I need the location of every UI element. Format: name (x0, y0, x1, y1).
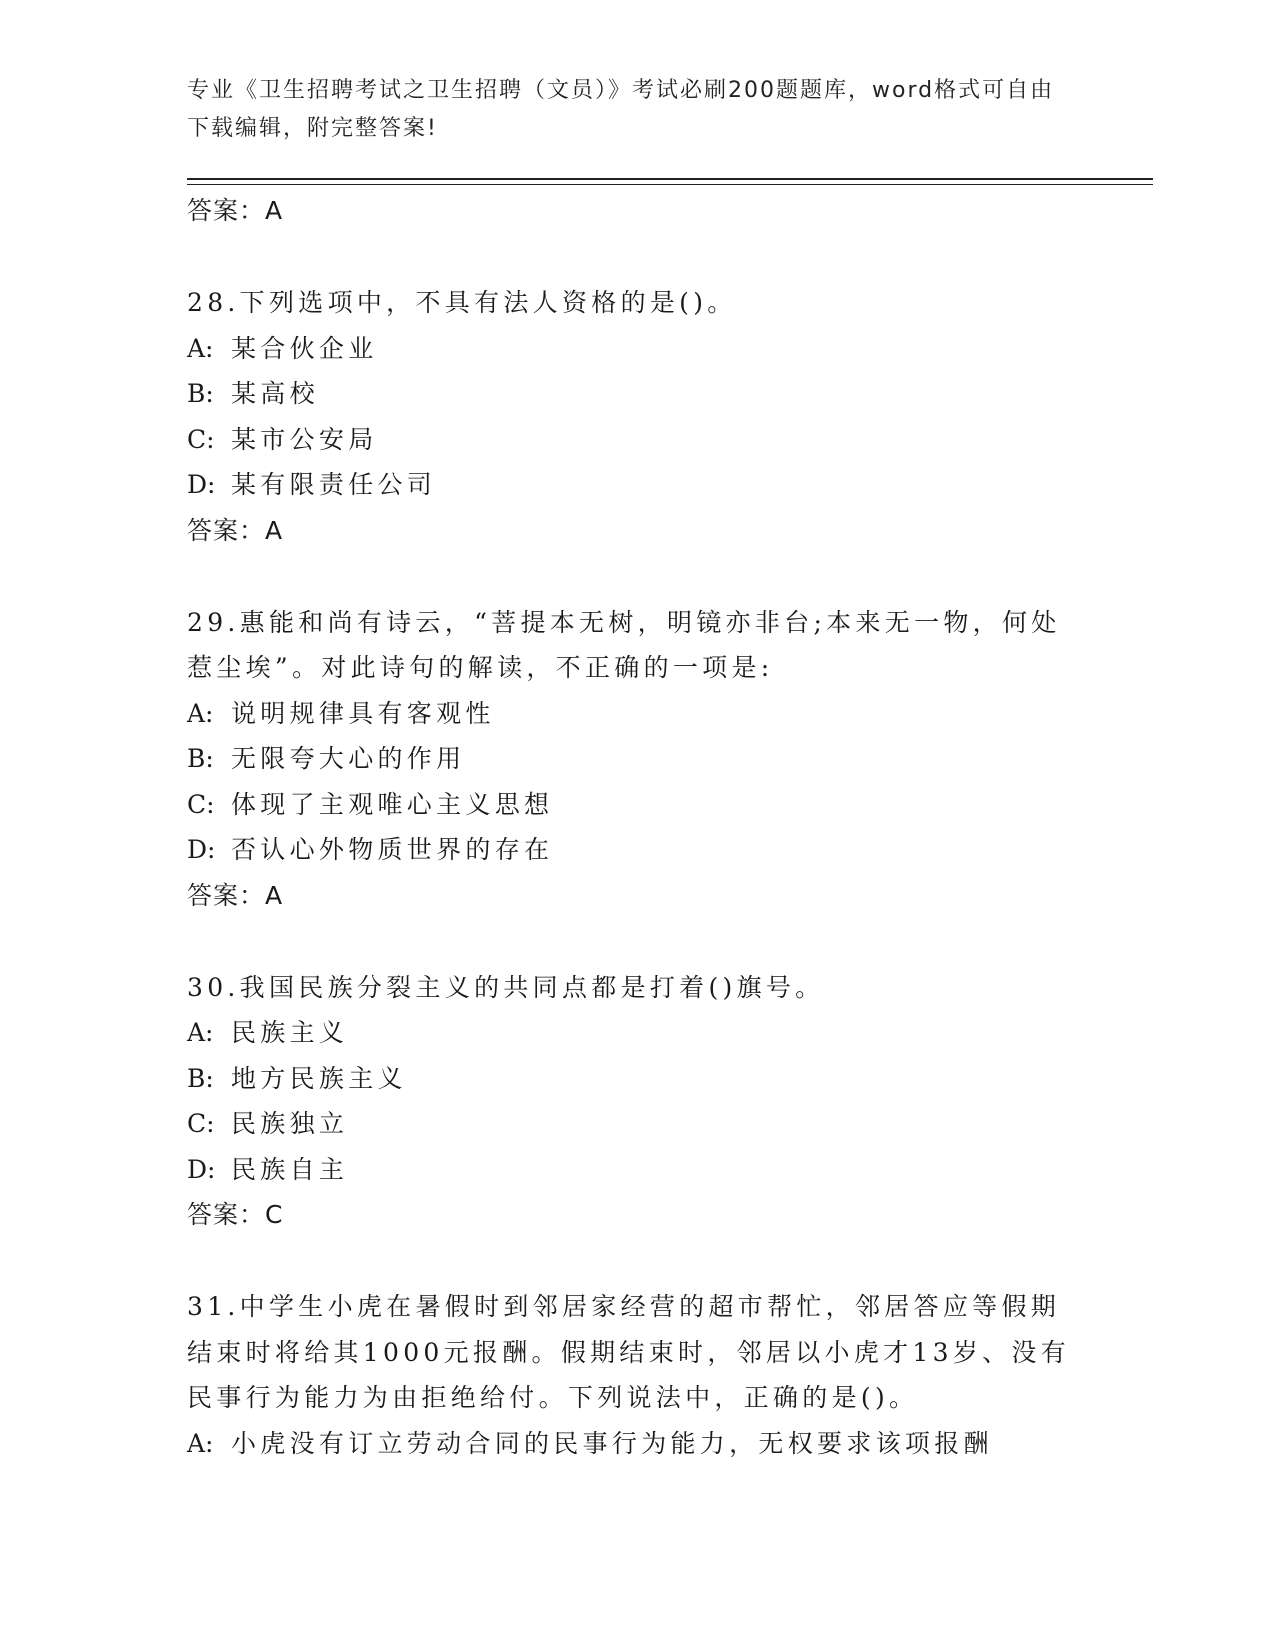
header-rule-thick (187, 178, 1153, 180)
option-letter: B: (187, 744, 214, 773)
option-text: 某市公安局 (231, 424, 378, 454)
answer-value: A (265, 880, 284, 910)
option-text: 小虎没有订立劳动合同的民事行为能力，无权要求该项报酬 (231, 1428, 993, 1458)
question-text (187, 965, 1087, 1011)
option-c (187, 417, 1087, 463)
question-block-28 (187, 280, 1087, 554)
option-text: 地方民族主义 (231, 1063, 407, 1093)
answer-prefix: 答案： (187, 880, 266, 910)
option-text: 说明规律具有客观性 (231, 698, 495, 728)
option-b (187, 736, 1087, 782)
question-body: 我国民族分裂主义的共同点都是打着()旗号。 (239, 972, 825, 1002)
option-d (187, 1147, 1087, 1193)
option-letter: B: (187, 1063, 214, 1093)
option-letter: D: (187, 1154, 216, 1184)
question-block-29 (187, 600, 1087, 919)
option-b (187, 1056, 1087, 1102)
question-number: 28. (187, 288, 240, 317)
option-text: 无限夸大心的作用 (231, 744, 466, 773)
option-letter: C: (187, 789, 215, 819)
answer-value: C (265, 1200, 284, 1229)
answer-line (187, 1192, 1087, 1238)
prev-answer-line (187, 188, 1087, 234)
option-c (187, 1101, 1087, 1147)
option-letter: A: (187, 1018, 214, 1047)
option-letter: B: (187, 379, 214, 408)
option-text: 体现了主观唯心主义思想 (231, 789, 554, 819)
option-letter: A: (187, 1428, 214, 1458)
option-letter: C: (187, 424, 215, 454)
option-text: 某高校 (231, 379, 319, 408)
option-a (187, 691, 1087, 737)
question-block-30 (187, 965, 1087, 1239)
option-text: 民族独立 (231, 1109, 349, 1138)
header-text: 专业《卫生招聘考试之卫生招聘（文员）》考试必刷200题题库，word格式可自由下载编辑，附完整答案! (187, 78, 1055, 141)
option-c (187, 782, 1087, 828)
answer-prefix: 答案： (187, 1200, 266, 1229)
question-list (187, 188, 1087, 1466)
option-text: 某合伙企业 (231, 333, 378, 363)
question-block-31 (187, 1284, 1087, 1466)
question-body: 下列选项中，不具有法人资格的是()。 (239, 288, 737, 317)
answer-prefix: 答案： (187, 515, 266, 545)
answer-value: A (265, 515, 284, 545)
option-a (187, 326, 1087, 372)
answer-value: A (265, 196, 284, 225)
option-letter: C: (187, 1109, 215, 1138)
option-a (187, 1421, 1087, 1467)
question-text (187, 280, 1087, 326)
option-text: 民族自主 (231, 1154, 349, 1184)
option-text: 否认心外物质世界的存在 (231, 835, 554, 864)
header-rule-thin (187, 184, 1153, 185)
option-letter: D: (187, 835, 216, 864)
option-b (187, 371, 1087, 417)
option-d (187, 827, 1087, 873)
answer-line (187, 508, 1087, 554)
option-letter: A: (187, 333, 214, 363)
option-d (187, 462, 1087, 508)
option-letter: A: (187, 698, 214, 728)
question-number: 29. (187, 607, 240, 637)
answer-prefix: 答案： (187, 196, 266, 225)
option-text: 民族主义 (231, 1018, 349, 1047)
question-body: 中学生小虎在暑假时到邻居家经营的超市帮忙，邻居答应等假期结束时将给其1000元报酬。假期结束时，邻居以小虎才13岁、没有民事行为能力为由拒绝给付。下列说法中，正确的是()。 (187, 1292, 1071, 1412)
option-text: 某有限责任公司 (231, 470, 437, 499)
option-letter: D: (187, 470, 216, 499)
answer-line (187, 873, 1087, 919)
question-number: 31. (187, 1292, 240, 1321)
question-body: 惠能和尚有诗云，“菩提本无树，明镜亦非台;本来无一物，何处惹尘埃”。对此诗句的解读，不正确的一项是: (187, 607, 1061, 682)
question-text (187, 1284, 1087, 1421)
option-a (187, 1010, 1087, 1056)
question-number: 30. (187, 972, 240, 1002)
document-header (187, 72, 1067, 148)
question-text (187, 600, 1087, 691)
